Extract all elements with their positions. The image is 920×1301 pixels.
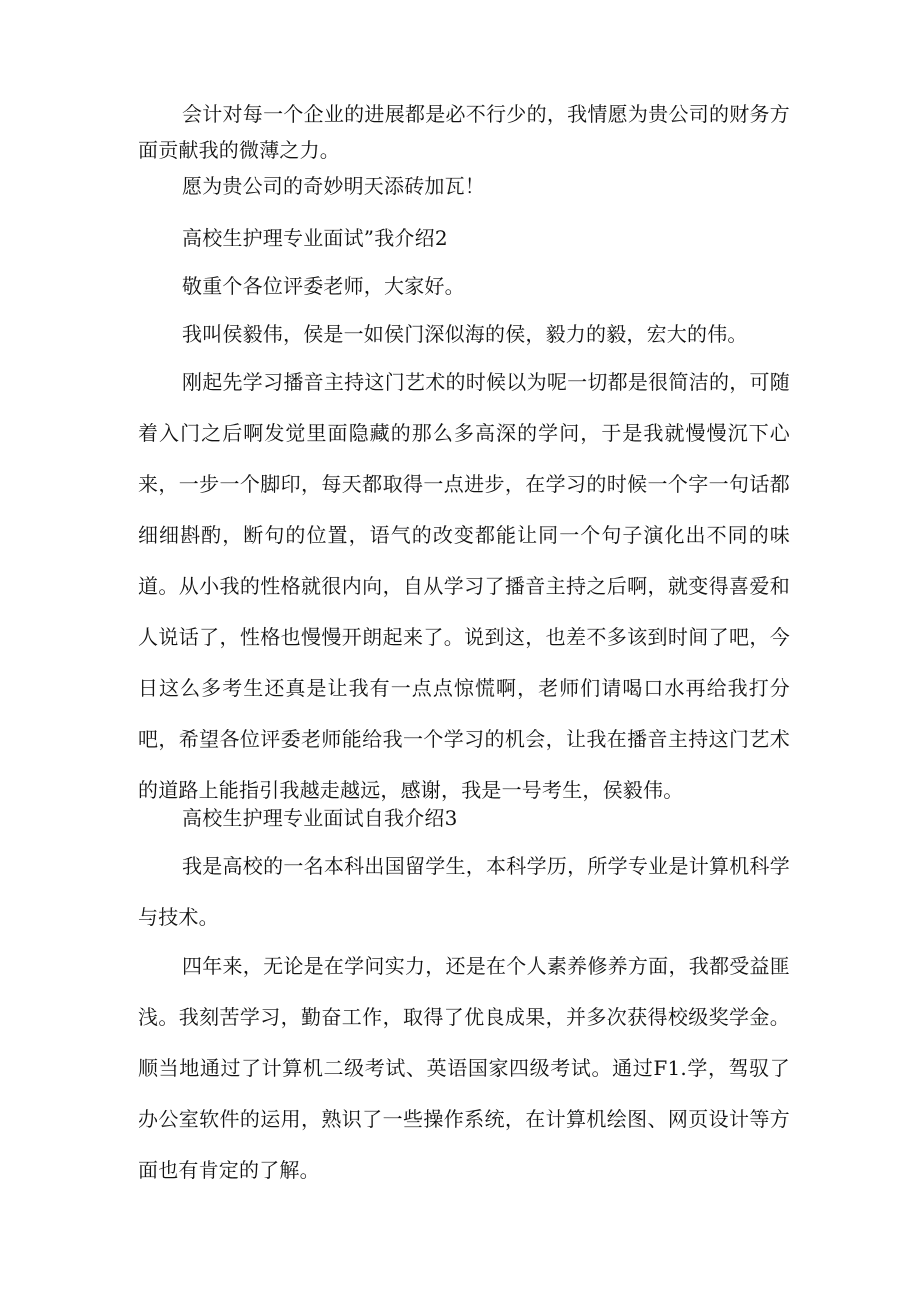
paragraph-broadcasting-study: 刚起先学习播音主持这门艺术的时候以为呢一切都是很简洁的，可随着入门之后啊发觉里面隐藏的那么多高深的学问，于是我就慢慢沉下心来，一步一个脚印，每天都取得一点进步，在学习的时候一个字一句话都细细斟酌，断句的位置，语气的改变都能让同一个句子演化出不同的味道。从小我的性格就很内向，自从学习了播音主持之后啊，就变得喜爱和人说话了，性格也慢慢开朗起来了。说到这，也差不多该到时间了吧，今日这么多考生还真是让我有一点点惊慌啊，老师们请喝口水再给我打分吧，希望各位评委老师能给我一个学习的机会，让我在播音主持这门艺术的道路上能指引我越走越远，感谢，我是一号考生，侯毅伟。 (138, 370, 790, 802)
paragraph-four-years: 四年来，无论是在学问实力，还是在个人素养修养方面，我都受益匪浅。我刻苦学习，勤奋工作，取得了优良成果，并多次获得校级奖学金。顺当地通过了计算机二级考试、英语国家四级考试。通过F1.学，驾驭了办公室软件的运用，熟识了一些操作系统，在计算机绘图、网页设计等方面也有肯定的了解。 (138, 954, 790, 1182)
paragraph-greeting: 敬重个各位评委老师，大家好。 (182, 274, 465, 298)
paragraph-background: 我是高校的一名本科出国留学生，本科学历，所学专业是计算机科学与技术。 (138, 854, 790, 929)
paragraph-name-introduction: 我叫侯毅伟，侯是一如侯门深似海的侯，毅力的毅，宏大的伟。 (182, 322, 748, 346)
paragraph-wish-bright-future: 愿为贵公司的奇妙明天添砖加瓦！ (182, 174, 485, 198)
heading-self-introduction-3: 高校生护理专业面试自我介绍3 (182, 806, 458, 830)
heading-self-introduction-2: 高校生护理专业面试”我介绍2 (182, 226, 448, 250)
paragraph-accounting-contribution: 会计对每一个企业的进展都是必不行少的，我情愿为贵公司的财务方面贡献我的微薄之力。 (138, 102, 790, 162)
